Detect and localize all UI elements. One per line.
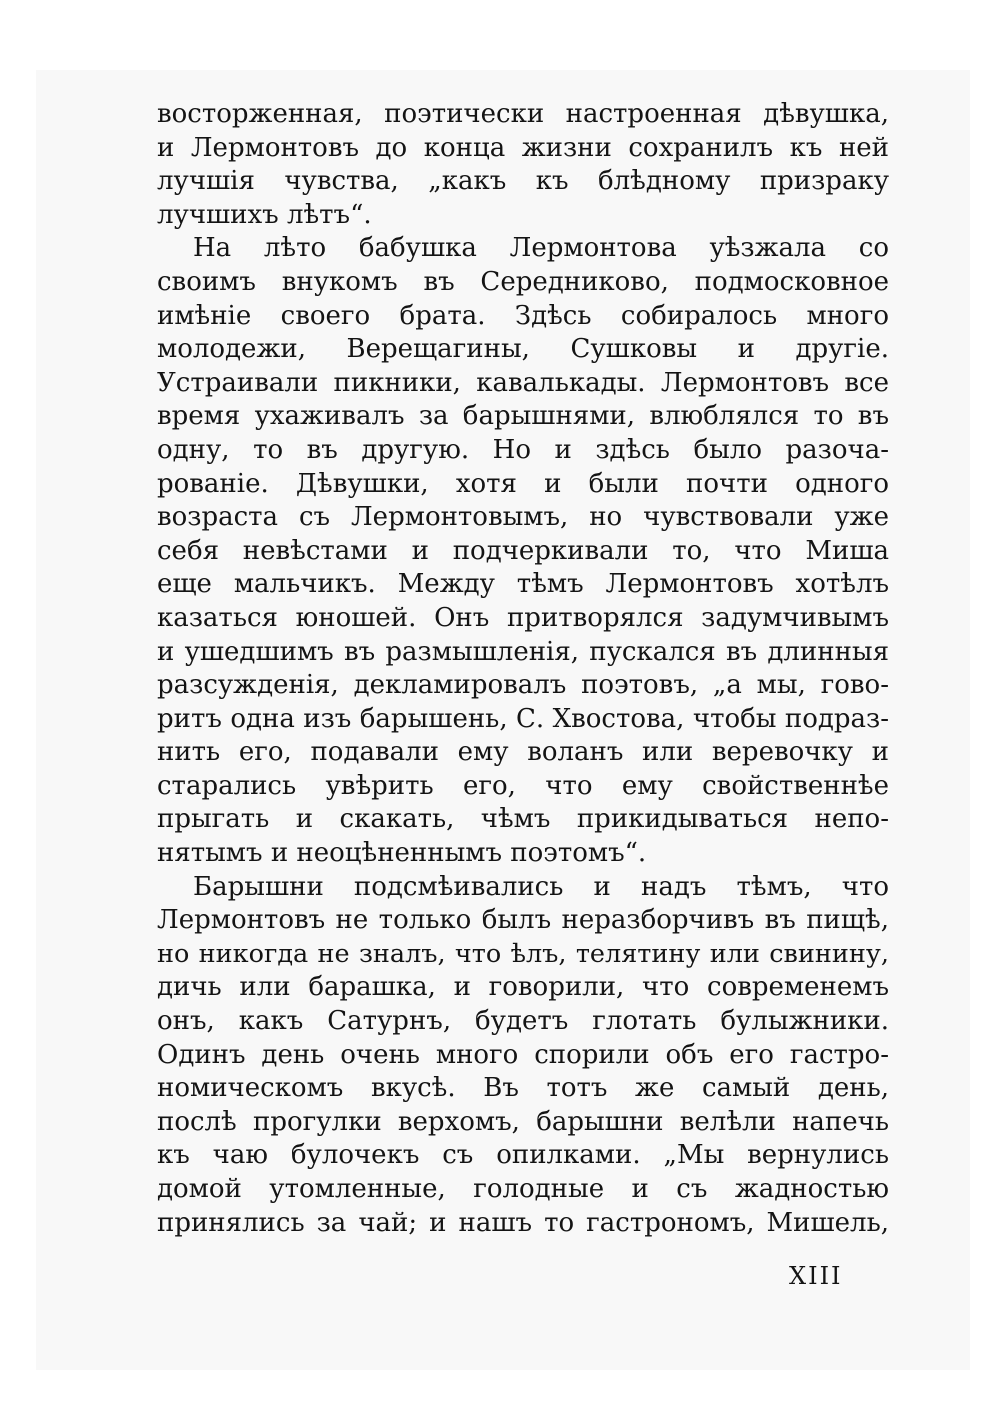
text-line: лучшихъ лѣтъ“. bbox=[157, 199, 372, 230]
text-line: молодежи, Верещагины, Сушковы и другіе. bbox=[157, 334, 889, 365]
text-line: рованіе. Дѣвушки, хотя и были почти одного bbox=[157, 468, 889, 499]
text-line: но никогда не зналъ, что ѣлъ, телятину или свинину, bbox=[157, 938, 889, 969]
text-line: Барышни подсмѣивались и надъ тѣмъ, что bbox=[193, 871, 889, 902]
text-line: имѣніе своего брата. Здѣсь собиралось много bbox=[157, 300, 889, 331]
text-line: дичь или барашка, и говорили, что современемъ bbox=[157, 972, 889, 1003]
text-line: еще мальчикъ. Между тѣмъ Лермонтовъ хотѣлъ bbox=[157, 569, 889, 600]
text-line: своимъ внукомъ въ Середниково, подмосковное bbox=[157, 266, 889, 297]
page-number: XIII bbox=[789, 1262, 843, 1290]
body-text bbox=[157, 98, 889, 1240]
text-line: и Лермонтовъ до конца жизни сохранилъ къ ней bbox=[157, 132, 889, 163]
text-line: восторженная, поэтически настроенная дѣвушка, bbox=[157, 99, 889, 129]
text-line: послѣ прогулки верхомъ, барышни велѣли напечь bbox=[157, 1106, 889, 1137]
text-line: возраста съ Лермонтовымъ, но чувствовали уже bbox=[157, 502, 889, 533]
text-line: нятымъ и неоцѣненнымъ поэтомъ“. bbox=[157, 838, 647, 869]
text-line: казаться юношей. Онъ притворялся задумчивымъ bbox=[157, 602, 889, 633]
paragraph bbox=[157, 871, 889, 1241]
text-line: время ухаживалъ за барышнями, влюблялся то въ bbox=[157, 401, 889, 432]
text-line: себя невѣстами и подчеркивали то, что Миша bbox=[157, 535, 889, 566]
text-line: прыгать и скакать, чѣмъ прикидываться непо- bbox=[157, 804, 889, 835]
paragraph bbox=[157, 98, 889, 232]
text-line: нить его, подавали ему воланъ или веревочку и bbox=[157, 737, 889, 768]
text-line: разсужденія, декламировалъ поэтовъ, „а мы, гово- bbox=[157, 670, 889, 701]
text-line: старались увѣрить его, что ему свойственнѣе bbox=[157, 770, 889, 801]
text-line: Устраивали пикники, кавалькады. Лермонтовъ все bbox=[157, 367, 889, 398]
text-line: лучшія чувства, „какъ къ блѣдному призраку bbox=[157, 166, 889, 197]
text-line: онъ, какъ Сатурнъ, будетъ глотать булыжники. bbox=[157, 1006, 889, 1037]
text-line: номическомъ вкусѣ. Въ тотъ же самый день, bbox=[157, 1073, 889, 1104]
text-line: и ушедшимъ въ размышленія, пускался въ длинныя bbox=[157, 636, 889, 667]
text-line: На лѣто бабушка Лермонтова уѣзжала со bbox=[193, 233, 889, 264]
text-line: принялись за чай; и нашъ то гастрономъ, Мишель, bbox=[157, 1207, 889, 1238]
paragraph bbox=[157, 232, 889, 870]
text-line: одну, то въ другую. Но и здѣсь было разоча- bbox=[157, 434, 889, 465]
text-line: ритъ одна изъ барышень, С. Хвостова, чтобы подраз- bbox=[157, 703, 889, 734]
text-line: Одинъ день очень много спорили объ его гастро- bbox=[157, 1039, 889, 1070]
text-line: Лермонтовъ не только былъ неразборчивъ въ пищѣ, bbox=[157, 905, 889, 936]
text-line: къ чаю булочекъ съ опилками. „Мы вернулись bbox=[157, 1140, 889, 1171]
text-line: домой утомленные, голодные и съ жадностью bbox=[157, 1174, 889, 1204]
